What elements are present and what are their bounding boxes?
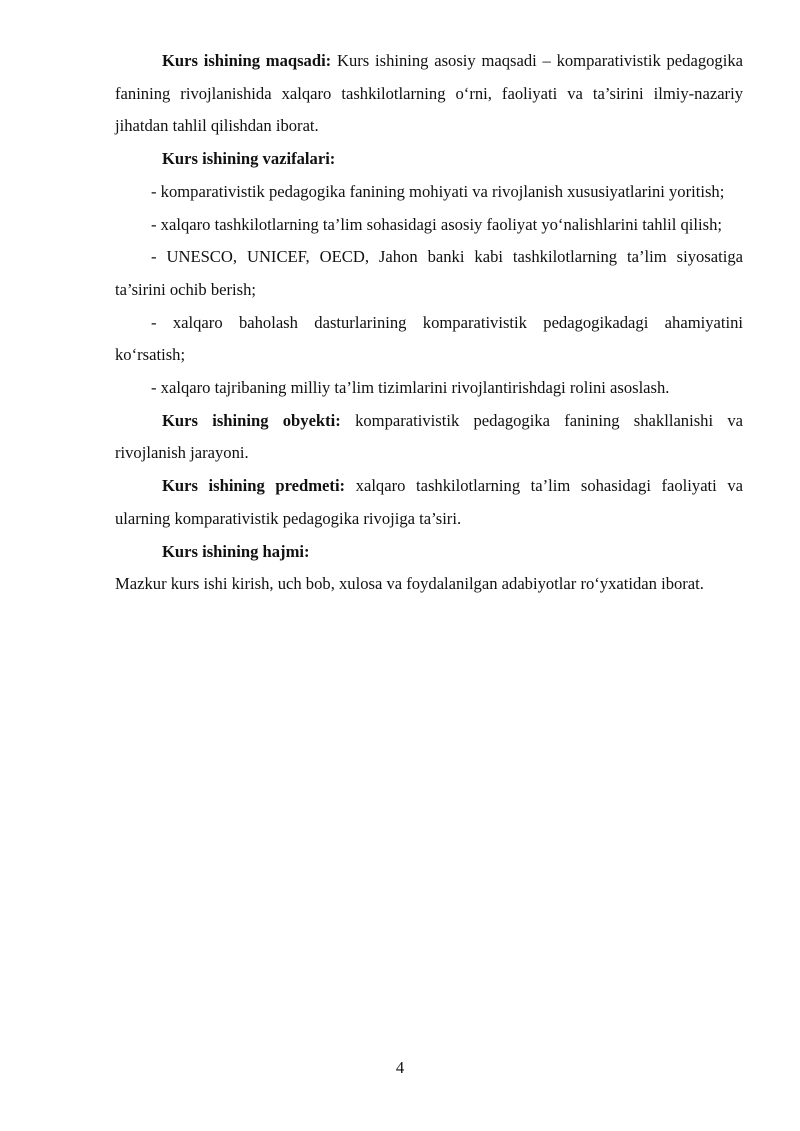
volume-text: Mazkur kurs ishi kirish, uch bob, xulosa va foydalanilgan adabiyotlar ro‘yxatidan iborat. — [115, 574, 704, 594]
volume-label: Kurs ishining hajmi: — [162, 541, 310, 561]
task-item: - xalqaro tajribaning milliy ta’lim tizimlarini rivojlantirishdagi rolini asoslash. — [151, 378, 670, 398]
tasks-label: Kurs ishining vazifalari: — [162, 149, 336, 169]
object-text: komparativistik pedagogika fanining shakllanishi va rivojlanish jarayoni. — [115, 410, 743, 463]
tasks-heading — [115, 143, 743, 176]
subject-paragraph — [115, 470, 743, 535]
goal-paragraph — [115, 45, 743, 143]
object-label: Kurs ishining obyekti: — [162, 410, 341, 430]
object-paragraph — [115, 405, 743, 470]
task-item: - xalqaro baholash dasturlarining komparativistik pedagogikadagi ahamiyatini ko‘rsatish; — [115, 312, 743, 365]
task-item: - UNESCO, UNICEF, OECD, Jahon banki kabi tashkilotlarning ta’lim siyosatiga ta’sirini ochib berish; — [115, 247, 743, 299]
subject-text: xalqaro tashkilotlarning ta’lim sohasidagi faoliyati va ularning komparativistik pedagogika rivojiga ta’siri. — [115, 476, 743, 528]
volume-heading — [115, 536, 743, 569]
task-item: - xalqaro tashkilotlarning ta’lim sohasidagi asosiy faoliyat yo‘nalishlarini tahlil qilish; — [151, 214, 722, 234]
task-item: - komparativistik pedagogika fanining mohiyati va rivojlanish xususiyatlarini yoritish; — [151, 181, 725, 201]
subject-label: Kurs ishining predmeti: — [162, 476, 346, 496]
document-body — [115, 45, 743, 601]
goal-text: Kurs ishining asosiy maqsadi – komparativistik pedagogika fanining rivojlanishida xalqaro tashkilotlarning o‘rni, faoliyati va ta’sirini ilmiy-nazariy jihatdan tahlil qilishdan iborat. — [115, 51, 743, 136]
page-number: 4 — [395, 1058, 405, 1077]
goal-label: Kurs ishining maqsadi: — [162, 51, 332, 70]
